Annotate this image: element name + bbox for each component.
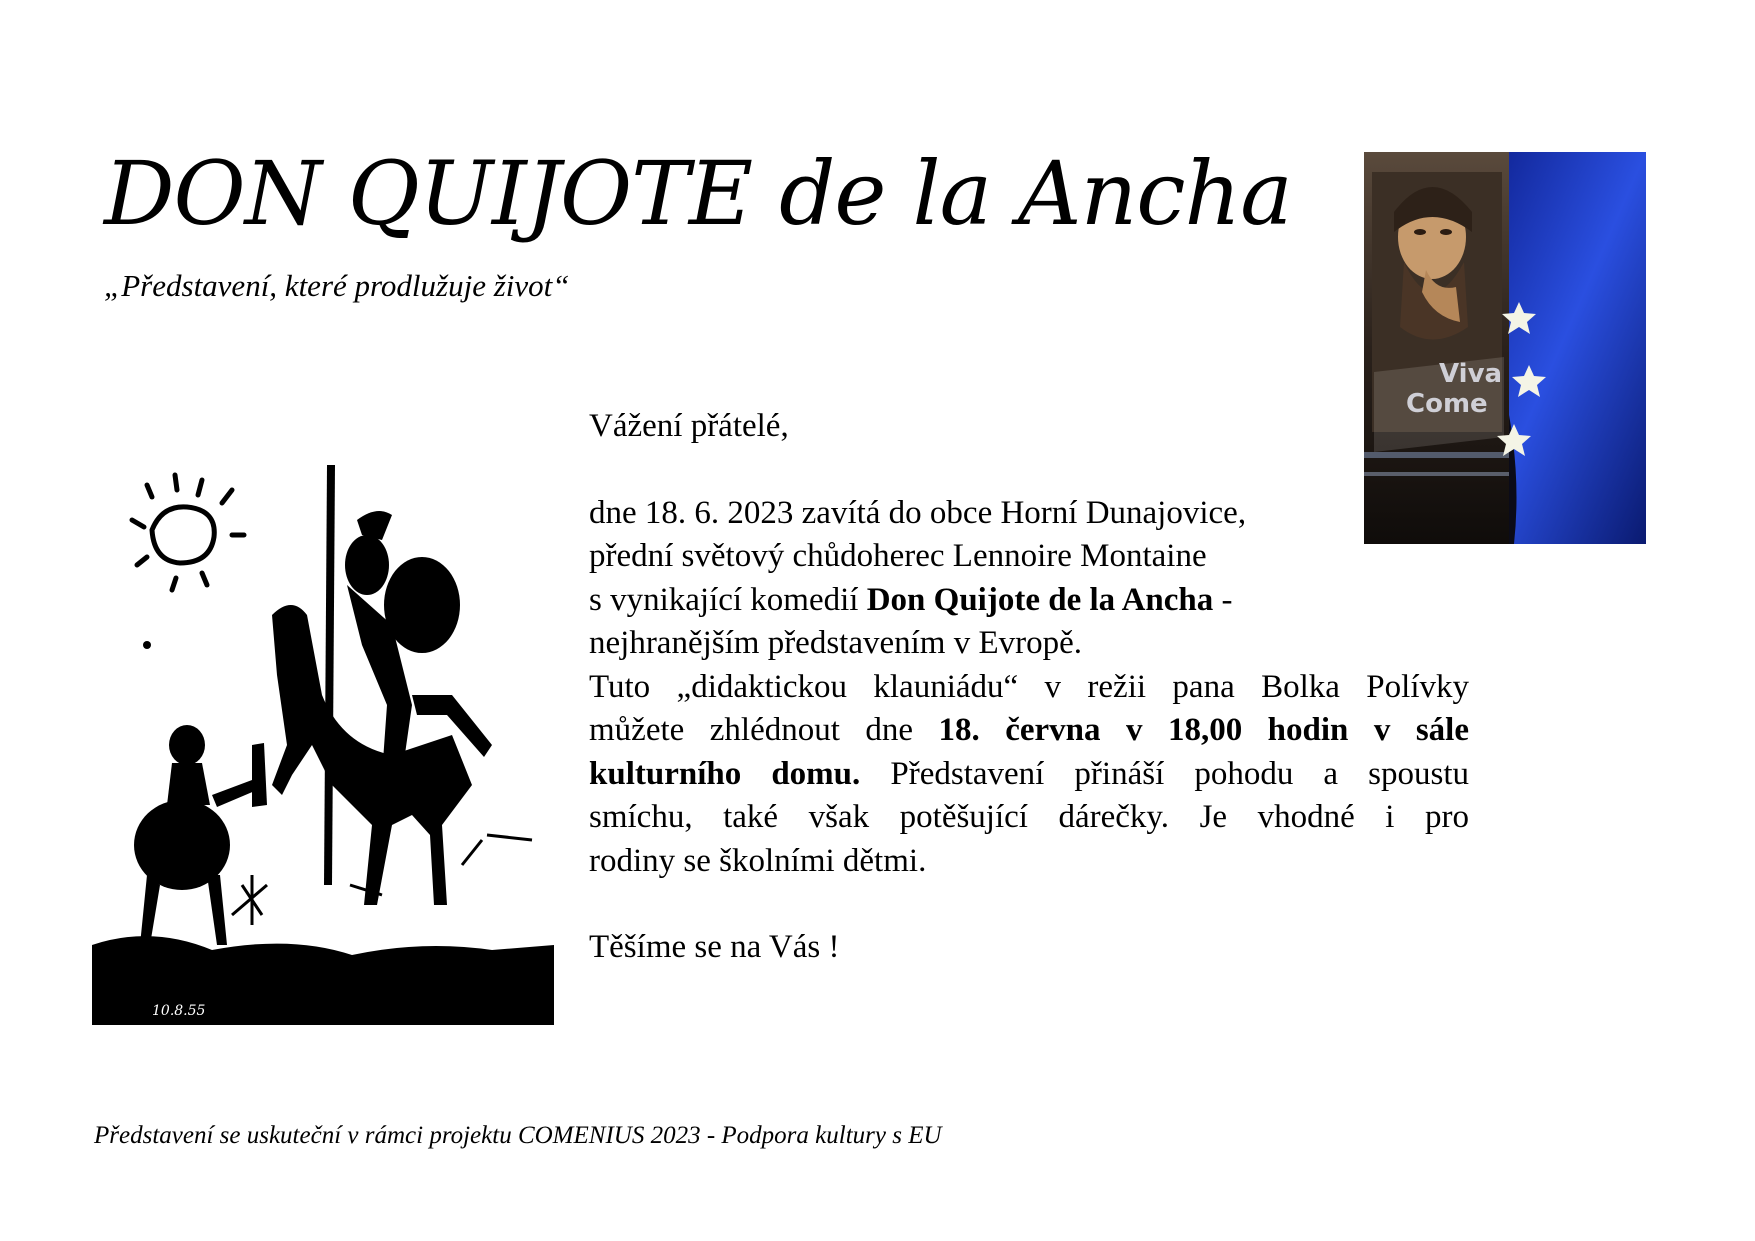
letter-line: Tuto „didaktickou klauniádu“ v režii pana Bolka Polívky [589,668,1469,705]
letter-text: Představení přináší pohodu a spoustu [860,755,1470,792]
letter-venue: kulturního domu. [589,755,861,792]
letter-line [589,753,1469,797]
letter-line: nejhranějším představením v Evropě. [589,625,1083,661]
don-quixote-sketch [92,445,554,1025]
letter-line: rodiny se školními dětmi. [589,842,927,879]
letter-greeting: Vážení přátelé, [589,408,789,444]
letter-text: s vynikající komedií [589,581,867,618]
letter-datetime: 18. června v 18,00 hodin v sále [938,712,1469,748]
photo-overlay-line1: Viva [1439,359,1503,389]
page-title: DON QUIJOTE de la Ancha [104,142,1292,245]
page-subtitle: „Představení, které prodlužuje život“ [104,268,570,303]
letter-play-title: Don Quijote de la Ancha [866,581,1214,618]
letter-body [589,405,1469,970]
letter-line [589,709,1469,753]
sketch-signature: 10.8.55 [152,1003,206,1019]
footer-note: Představení se uskuteční v rámci projektu COMENIUS 2023 - Podpora kultury s EU [94,1122,942,1149]
letter-line: dne 18. 6. 2023 zavítá do obce Horní Dunajovice, [589,494,1247,531]
letter-line: smíchu, také však potěšující dárečky. Je vhodné i pro [589,799,1469,835]
letter-line [589,579,1469,623]
don-quixote-sketch-icon [92,445,554,1025]
letter-closing: Těšíme se na Vás ! [589,929,840,965]
letter-text: můžete zhlédnout dne [589,712,939,748]
photo-overlay-line2: Come [1406,389,1488,419]
letter-text: - [1213,581,1233,618]
letter-line: přední světový chůdoherec Lennoire Montaine [589,538,1207,574]
